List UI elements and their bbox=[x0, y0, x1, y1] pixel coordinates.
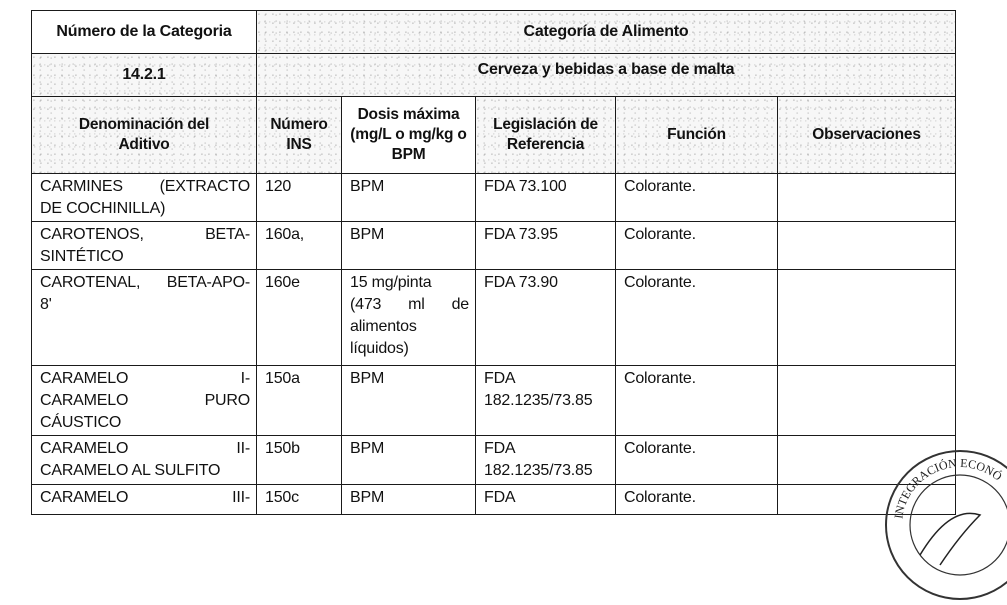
ins-number-text: 160e bbox=[265, 274, 300, 291]
additive-name-line: 8' bbox=[40, 296, 52, 313]
column-header-row bbox=[32, 97, 956, 174]
legislation bbox=[476, 270, 616, 366]
function bbox=[616, 436, 778, 485]
legislation bbox=[476, 174, 616, 222]
ins-number bbox=[257, 366, 342, 436]
additive-name-line: CARAMELO III- bbox=[40, 489, 250, 506]
max-dose bbox=[342, 174, 476, 222]
food-category-value: Cerveza y bebidas a base de malta bbox=[477, 61, 735, 78]
function bbox=[616, 270, 778, 366]
ins-number bbox=[257, 270, 342, 366]
header-row-category-values bbox=[32, 54, 956, 97]
additive-name-line: CÁUSTICO bbox=[40, 414, 122, 431]
seal-text: INTEGRACIÓN ECONÓ bbox=[891, 455, 1005, 520]
max-dose-line: BPM bbox=[350, 489, 385, 506]
additive-name-line: CARAMELO AL SULFITO bbox=[40, 462, 221, 479]
function-text: Colorante. bbox=[624, 440, 696, 457]
additive-name bbox=[32, 436, 257, 485]
function-text: Colorante. bbox=[624, 274, 696, 291]
additive-name bbox=[32, 485, 257, 515]
max-dose-line: (473 ml de bbox=[350, 296, 469, 313]
observations bbox=[778, 270, 956, 366]
function-text: Colorante. bbox=[624, 226, 696, 243]
category-number-value-cell bbox=[32, 54, 257, 97]
seal-emblem bbox=[920, 513, 980, 565]
observations bbox=[778, 366, 956, 436]
table-row bbox=[32, 366, 956, 436]
additive-name-line: CARAMELO PURO bbox=[40, 392, 250, 409]
additive-name-line: CARAMELO I- bbox=[40, 370, 250, 387]
table-row bbox=[32, 174, 956, 222]
food-category-label: Categoría de Alimento bbox=[523, 23, 689, 40]
ins-number bbox=[257, 436, 342, 485]
legislation-line: 182.1235/73.85 bbox=[484, 462, 593, 479]
ins-number bbox=[257, 222, 342, 270]
additive-name bbox=[32, 366, 257, 436]
legislation-line: FDA bbox=[484, 370, 516, 387]
additive-name-line: CAROTENAL, BETA-APO- bbox=[40, 274, 250, 291]
col-header-observations-text: Observaciones bbox=[812, 126, 921, 143]
observations bbox=[778, 222, 956, 270]
legislation bbox=[476, 222, 616, 270]
max-dose-line: BPM bbox=[350, 370, 385, 387]
col-header-function bbox=[616, 97, 778, 174]
food-category-value-cell bbox=[257, 54, 956, 97]
legislation-line: FDA bbox=[484, 440, 516, 457]
function bbox=[616, 485, 778, 515]
ins-number-text: 120 bbox=[265, 178, 292, 195]
additives-table bbox=[31, 10, 956, 515]
max-dose-line: 15 mg/pinta bbox=[350, 274, 432, 291]
function bbox=[616, 222, 778, 270]
max-dose-line: BPM bbox=[350, 440, 385, 457]
legislation bbox=[476, 485, 616, 515]
function-text: Colorante. bbox=[624, 178, 696, 195]
col-header-ins-text: Número INS bbox=[270, 116, 328, 153]
col-header-ins bbox=[257, 97, 342, 174]
food-category-label-cell bbox=[257, 11, 956, 54]
ins-number-text: 160a, bbox=[265, 226, 305, 243]
additive-name-line: CAROTENOS, BETA- bbox=[40, 226, 250, 243]
ins-number-text: 150a bbox=[265, 370, 300, 387]
col-header-observations bbox=[778, 97, 956, 174]
max-dose bbox=[342, 485, 476, 515]
additive-name-line: CARAMELO II- bbox=[40, 440, 250, 457]
col-header-dose bbox=[342, 97, 476, 174]
header-row-category bbox=[32, 11, 956, 54]
max-dose bbox=[342, 222, 476, 270]
max-dose bbox=[342, 436, 476, 485]
function bbox=[616, 366, 778, 436]
category-number-label-cell bbox=[32, 11, 257, 54]
additive-name bbox=[32, 270, 257, 366]
function-text: Colorante. bbox=[624, 489, 696, 506]
col-header-dose-text: Dosis máxima (mg/L o mg/kg o BPM bbox=[350, 106, 467, 163]
additive-name bbox=[32, 174, 257, 222]
legislation-line: FDA bbox=[484, 489, 516, 506]
col-header-legislation-text: Legislación de Referencia bbox=[493, 116, 598, 153]
legislation-line: FDA 73.90 bbox=[484, 274, 558, 291]
col-header-name-text: Denominación del Aditivo bbox=[78, 116, 210, 153]
additive-name bbox=[32, 222, 257, 270]
function-text: Colorante. bbox=[624, 370, 696, 387]
legislation bbox=[476, 366, 616, 436]
legislation bbox=[476, 436, 616, 485]
table-row bbox=[32, 436, 956, 485]
function bbox=[616, 174, 778, 222]
ins-number-text: 150b bbox=[265, 440, 300, 457]
category-number-label: Número de la Categoria bbox=[56, 23, 232, 40]
ins-number bbox=[257, 174, 342, 222]
col-header-function-text: Función bbox=[667, 126, 726, 143]
col-header-name bbox=[32, 97, 257, 174]
max-dose-line: BPM bbox=[350, 178, 385, 195]
observations bbox=[778, 485, 956, 515]
observations bbox=[778, 174, 956, 222]
category-number-value: 14.2.1 bbox=[122, 66, 166, 83]
col-header-legislation bbox=[476, 97, 616, 174]
ins-number-text: 150c bbox=[265, 489, 299, 506]
observations bbox=[778, 436, 956, 485]
legislation-line: 182.1235/73.85 bbox=[484, 392, 593, 409]
table-row bbox=[32, 485, 956, 515]
ins-number bbox=[257, 485, 342, 515]
additive-name-line: CARMINES (EXTRACTO bbox=[40, 178, 250, 195]
max-dose-line: líquidos) bbox=[350, 340, 409, 357]
legislation-line: FDA 73.95 bbox=[484, 226, 558, 243]
max-dose-line: BPM bbox=[350, 226, 385, 243]
additive-name-line: SINTÉTICO bbox=[40, 248, 124, 265]
max-dose bbox=[342, 366, 476, 436]
table-row bbox=[32, 270, 956, 366]
max-dose-line: alimentos bbox=[350, 318, 417, 335]
legislation-line: FDA 73.100 bbox=[484, 178, 567, 195]
max-dose bbox=[342, 270, 476, 366]
additive-name-line: DE COCHINILLA) bbox=[40, 200, 166, 217]
table-row bbox=[32, 222, 956, 270]
